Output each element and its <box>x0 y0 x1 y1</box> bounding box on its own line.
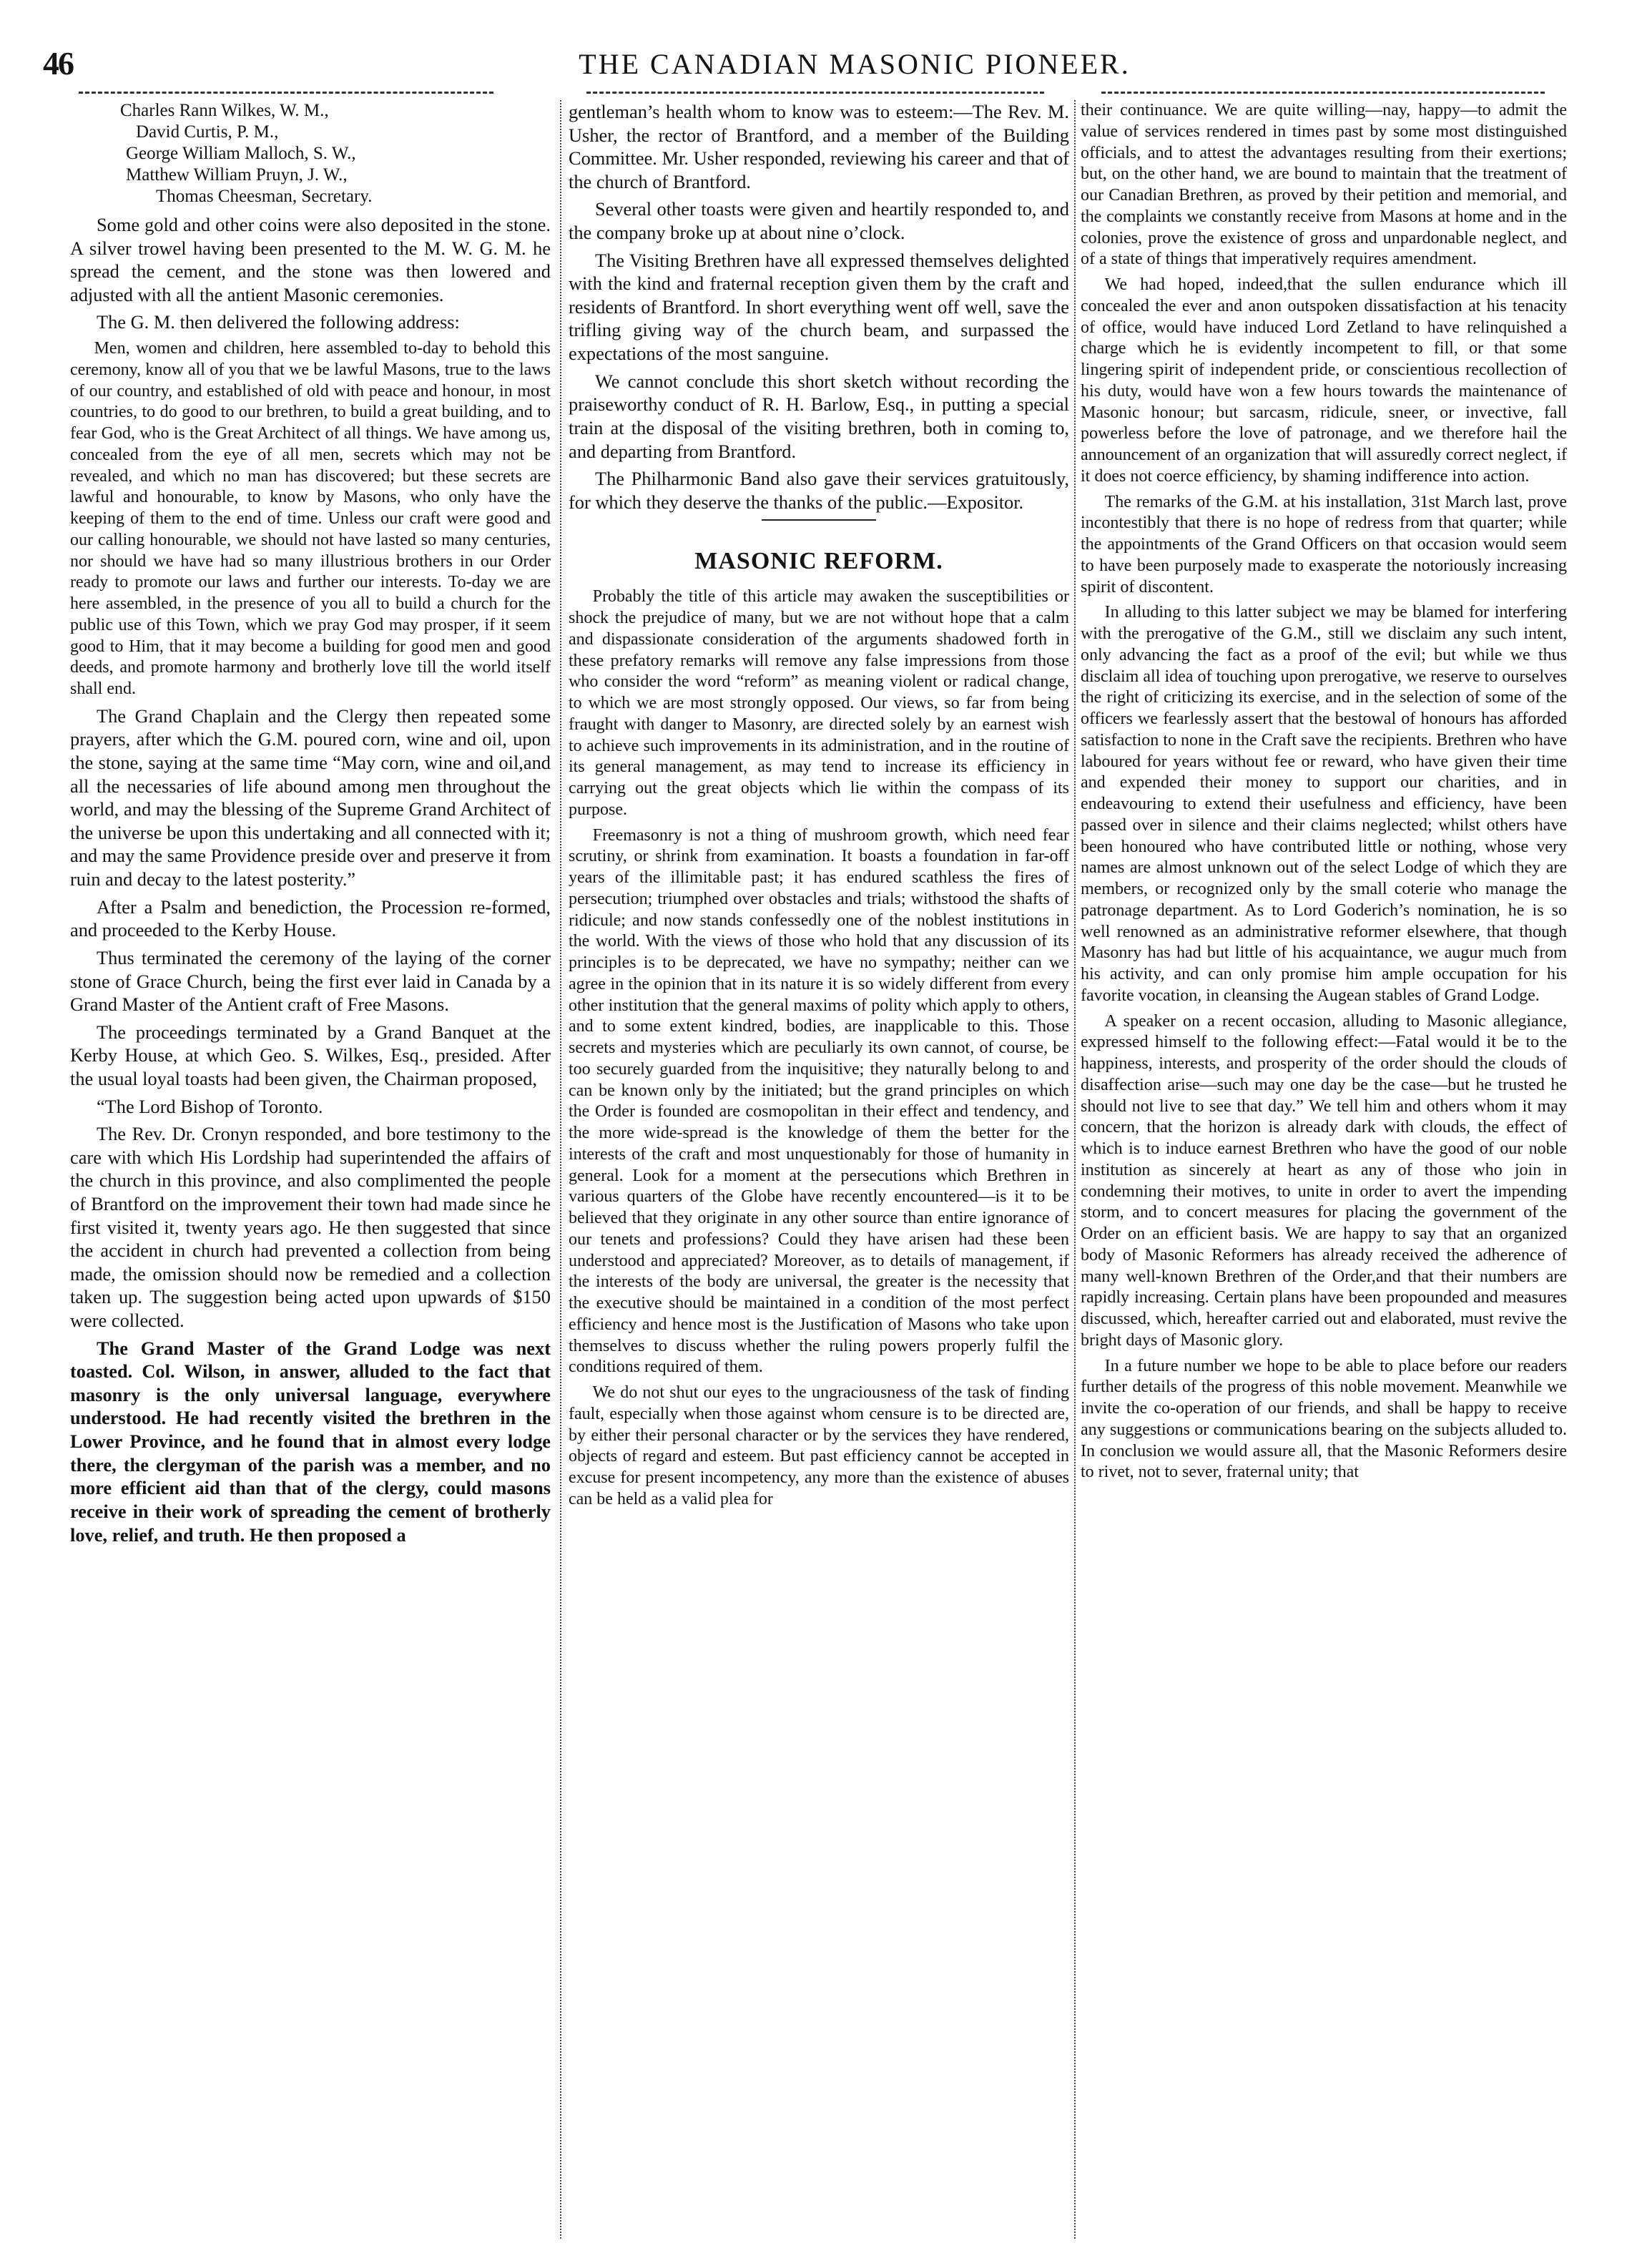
paragraph: The Grand Chaplain and the Clergy then repeated some prayers, after which the G.M. poured corn, wine and oil, upon the stone, saying at the same time “May corn, wine and oil,and all the necessaries of life abound among men throughout the world, and may the blessing of the Supreme Grand Architect of the universe be upon this undertaking and all connected with it; and may the same Providence preside over and preserve it from ruin and decay to the latest posterity.” <box>70 705 551 890</box>
column-divider-2 <box>1074 100 1076 2239</box>
journal-title: THE CANADIAN MASONIC PIONEER. <box>579 48 1131 80</box>
header-rule-right <box>1101 92 1545 96</box>
paragraph: gentleman’s health whom to know was to esteem:—The Rev. M. Usher, the rector of Brantford, and a member of the Building Committee. Mr. Usher responded, reviewing his career and that of the church of Brantford. <box>569 101 1069 192</box>
paragraph: The proceedings terminated by a Grand Banquet at the Kerby House, at which Geo. S. Wilkes, Esq., presided. After the usual loyal toasts had been given, the Chairman proposed, <box>70 1021 551 1089</box>
paragraph: Some gold and other coins were also deposited in the stone. A silver trowel having been presented to the M. W. G. M. he spread the cement, and the stone was then lowered and adjusted with all the antient Masonic ceremonies. <box>70 214 551 305</box>
paragraph: In a future number we hope to be able to place before our readers further details of the progress of this noble movement. Meanwhile we invite the co-operation of our friends, and shall be happy to receive any suggestions or communications bearing on the subjects alluded to. In conclusion we would assure all, that the Masonic Reformers desire to rivet, not to sever, fraternal unity; that <box>1081 1356 1567 1482</box>
paragraph: The Grand Master of the Grand Lodge was next toasted. Col. Wilson, in answer, alluded to the fact that masonry is the only universal language, everywhere understood. He had recently visited the brethren in the Lower Province, and he found that in almost every lodge there, the clergyman of the parish was a member, and no more efficient aid than that of the clergy, could masons receive in their work of spreading the cement of brotherly love, relief, and truth. He then proposed a <box>70 1337 551 1546</box>
page-number: 46 <box>43 45 73 82</box>
paragraph: A speaker on a recent occasion, alluding to Masonic allegiance, expressed himself to the following effect:—Fatal would it be to the happiness, interests, and prosperity of the order should the clouds of disaffection arise—such may one day be the case—but he trusted he should not live to see that day.” We tell him and others whom it may concern, that the horizon is already dark with clouds, the effect of which is to induce earnest Brethren who have the good of our noble institution as sincerely at heart as any of those who join in condemning their motives, to unite in order to avert the impending storm, and to concert measures for placing the government of the Order on an efficient basis. We are happy to say that an organized body of Masonic Reformers has already received the adherence of many well-known Brethren of the Order,and that their numbers are rapidly increasing. Certain plans have been propounded and measures discussed, which, hereafter carried out and elaborated, must revive the bright days of Masonic glory. <box>1081 1011 1567 1350</box>
paragraph: Probably the title of this article may awaken the susceptibilities or shock the prejudice of many, but we are not without hope that a calm and dispassionate consideration of the arguments shadowed forth in these prefatory remarks will remove any false impressions from those who consider the word “reform” as meaning violent or radical change, to which we are most strongly opposed. Our views, so far from being fraught with danger to Masonry, are directed solely by an earnest wish to achieve such improvements in its administration, and in the routine of its general management, as may tend to increase its efficiency in carrying out the great objects which lie within the compass of its purpose. <box>569 587 1069 819</box>
signatory: George William Malloch, S. W., <box>126 144 356 163</box>
address-quote: Men, women and children, here assembled to-day to behold this ceremony, know all of you that we be lawful Masons, true to the laws of our country, and established of old with peace and honour, in most countries, to do good to our brethren, to build a great building, and to fear God, who is the Great Architect of all things. We have among us, concealed from the eye of all men, secrets which may not be revealed, and which no man has discovered; but these secrets are lawful and honourable, to know by Masons, who only have the keeping of them to the end of time. Unless our craft were good and our calling honourable, we should not have lasted so many centuries, nor should we have had so many illustrious brothers in our Order ready to promote our laws and further our interests. To-day we are here assembled, in the presence of you all to build a church for the public use of this Town, which we pray God may prosper, if it seem good to Him, that it may become a building for good men and good deeds, and promote harmony and brotherly love till the world itself shall end. <box>70 339 551 699</box>
signatory-list <box>70 100 551 207</box>
paragraph: Several other toasts were given and heartily responded to, and the company broke up at about nine o’clock. <box>569 198 1069 244</box>
column-middle <box>569 100 1069 2239</box>
column-left <box>70 100 551 2239</box>
paragraph: Freemasonry is not a thing of mushroom growth, which need fear scrutiny, or shrink from examination. It boasts a foundation in far-off years of the illimitable past; it has endured scathless the fires of persecution; triumphed over obstacles and trials; withstood the shafts of ridicule; and now stands confessedly one of the noblest institutions in the world. With the views of those who hold that any discussion of its principles is to be deprecated, we have no sympathy; neither can we agree in the opinion that in its nature it is so widely different from every other institution that the general maxims of polity which apply to others, and to some extent kindred, bodies, are inapplicable to this. Those secrets and mysteries which are peculiarly its own cannot, of course, be too securely guarded from the inquisitive; they naturally belong to and can be known only by the initiated; but the grand principles on which the Order is founded are cosmopolitan in their effect and tendency, and the more wide-spread is the knowledge of them the better for the interests of the craft and most unquestionably for those of humanity in general. Look for a moment at the persecutions which Brethren in various quarters of the Globe have recently encountered—is it to be believed that they originate in any other source than entire ignorance of our tenets and professions? Could they have arisen had these been understood and appreciated? Moreover, as to details of management, if the interests of the body are universal, the greater is the necessity that the executive should be maintained in a condition of the most perfect efficiency and hence most is the Justification of Masons who take upon themselves to discuss whether the ruling powers properly fulfil the conditions required of them. <box>569 825 1069 1377</box>
paragraph: their continuance. We are quite willing—nay, happy—to admit the value of services rendered in times past by some most distinguished officials, and to attest the advantages resulting from their exertions; but, on the other hand, we are bound to maintain that the treatment of our Canadian Brethren, as proved by their petition and memorial, and the complaints we constantly receive from Masons at home and in the colonies, prove the existence of gross and unpardonable neglect, and of a state of things that imperatively requires amendment. <box>1081 101 1567 269</box>
signatory: Matthew William Pruyn, J. W., <box>126 165 348 185</box>
paragraph: In alluding to this latter subject we may be blamed for interfering with the prerogative of the G.M., still we disclaim any such intent, only advancing the fact as a proof of the evil; but while we thus disclaim all idea of touching upon prerogative, we reserve to ourselves the right of criticizing its exercise, and in the selection of some of the officers we fearlessly assert that the bestowal of honours has afforded satisfaction to none in the Craft save the recipients. Brethren who have laboured for years without fee or reward, who have given their time and expended their money to support our charities, and in endeavouring to extend their usefulness and efficiency, have been passed over in silence and their claims neglected; whilst others have been honoured who have contributed little or nothing, whose very names are almost unknown out of the select Lodge of which they are members, or recognized only by the small coterie who manage the patronage department. As to Lord Goderich’s nomination, he is so well renowned as an administrative reformer elsewhere, that though Masonry has had but little of his acquaintance, we augur much from his activity, and can only promise him ample occupation for his favorite vocation, in cleansing the Augean stables of Grand Lodge. <box>1081 603 1567 1005</box>
header-rule-middle <box>586 92 1044 96</box>
article-end-rule <box>762 519 876 521</box>
signatory: Thomas Cheesman, Secretary. <box>156 187 373 206</box>
paragraph: The G. M. then delivered the following address: <box>96 311 460 333</box>
toast-line: “The Lord Bishop of Toronto. <box>96 1095 323 1117</box>
paragraph: The Visiting Brethren have all expressed themselves delighted with the kind and fraternal reception given them by the craft and residents of Brantford. In short everything went off well, save the trifling giving way of the church beam, and surpassed the expectations of the most sanguine. <box>569 249 1069 365</box>
header-rule-left <box>79 92 493 96</box>
article-heading: MASONIC REFORM. <box>694 548 943 575</box>
paragraph: After a Psalm and benediction, the Procession re-formed, and proceeded to the Kerby House. <box>70 895 551 941</box>
signatory: David Curtis, P. M., <box>136 122 279 142</box>
column-divider-1 <box>560 100 561 2239</box>
paragraph: We do not shut our eyes to the ungraciousness of the task of finding fault, especially when those against whom censure is to be directed are, by either their personal character or by the services they have rendered, objects of regard and esteem. But past efficiency cannot be accepted in excuse for present incompetency, any more than the existence of abuses can be held as a valid plea for <box>569 1383 1069 1508</box>
signatory: Charles Rann Wilkes, W. M., <box>120 101 329 120</box>
paragraph: The remarks of the G.M. at his installation, 31st March last, prove incontestibly that there is no hope of redress from that quarter; while the appointments of the Grand Officers on that occasion would seem to have been purposely made to exasperate the notoriously increasing spirit of discontent. <box>1081 492 1567 597</box>
paragraph: The Philharmonic Band also gave their services gratuitously, for which they deserve the thanks of the public.—Expositor. <box>569 468 1069 513</box>
paragraph: We cannot conclude this short sketch without recording the praiseworthy conduct of R. H. Barlow, Esq., in putting a special train at the disposal of the visiting brethren, both in coming to, and departing from Brantford. <box>569 370 1069 462</box>
column-right <box>1081 100 1567 2239</box>
paragraph: Thus terminated the ceremony of the laying of the corner stone of Grace Church, being the first ever laid in Canada by a Grand Master of the Antient craft of Free Masons. <box>70 946 551 1016</box>
paragraph: The Rev. Dr. Cronyn responded, and bore testimony to the care with which His Lordship had superintended the affairs of the church in this province, and also complimented the people of Brantford on the improvement their town had made since he first visited it, twenty years ago. He then suggested that since the accident in church had prevented a collection from being made, the omission should now be remedied and a collection taken up. The suggestion being acted upon upwards of $150 were collected. <box>70 1123 551 1332</box>
running-header <box>43 44 1581 87</box>
paragraph: We had hoped, indeed,that the sullen endurance which ill concealed the ever and anon outspoken dissatisfaction at his tenacity of office, would have induced Lord Zetland to have relinquished a charge which he is evidently incompetent to fill, or that some lingering spirit of independent pride, or conscientious recollection of his duty, would have won a few hours towards the maintenance of Masonic honour; but sarcasm, ridicule, sneer, or invective, fall powerless before the love of patronage, and we therefore hail the announcement of an organization that will assuredly correct neglect, if it does not coerce efficiency, by shaming indifference into action. <box>1081 275 1567 486</box>
